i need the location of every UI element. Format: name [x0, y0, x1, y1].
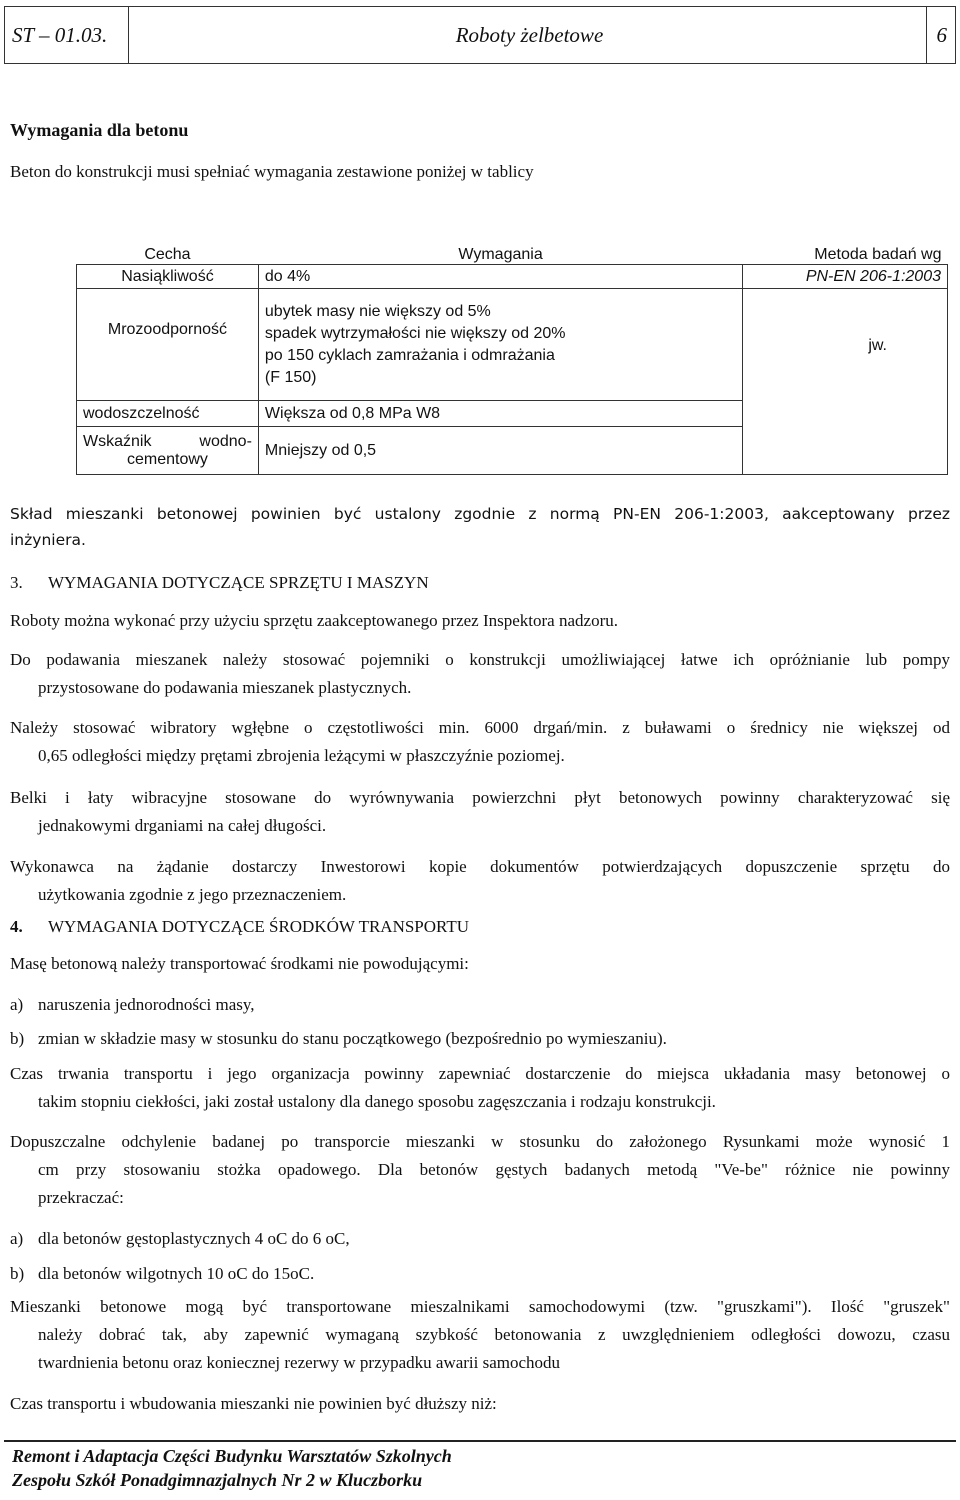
paragraph-line: 0,65 odległości między prętami zbrojenia leżącymi w płaszczyźnie poziomej. [38, 746, 565, 765]
paragraph-line: Skład mieszanki betonowej powinien być ustalony zgodnie z normą PN-EN 206-1:2003, aakceptowany przez [10, 505, 950, 523]
paragraph-line: takim stopniu ciekłości, jaki został ustalony dla danego sposobu zagęszczania i rodzaju konstrukcji. [38, 1092, 716, 1111]
table-cell: wodoszczelność [77, 401, 259, 427]
list-item: dla betonów wilgotnych 10 oC do 15oC. [38, 1264, 315, 1283]
list-marker: b) [10, 1029, 25, 1048]
table-cell: Mrozoodporność [77, 289, 259, 401]
section-title: WYMAGANIA DOTYCZĄCE SPRZĘTU I MASZYN [48, 573, 429, 592]
header-divider [128, 7, 129, 63]
page-header [4, 6, 956, 64]
table-row [77, 289, 948, 401]
cell-line: cementowy [126, 450, 208, 468]
table-cell: Nasiąkliwość [77, 265, 259, 289]
table-row [77, 265, 948, 289]
table-cell [77, 427, 259, 475]
paragraph-line: Dopuszczalne odchylenie badanej po transporcie mieszanki w stosunku do założonego Rysunkami może wynosić 1 [10, 1132, 950, 1151]
column-header: Cecha [144, 246, 191, 263]
column-header: Wymagania [458, 246, 543, 263]
list-item: dla betonów gęstoplastycznych 4 oC do 6 oC, [38, 1229, 350, 1248]
page-footer [4, 1440, 956, 1500]
footer-line: Remont i Adaptacja Części Budynku Warsztatów Szkolnych [12, 1446, 452, 1466]
intro-text: Beton do konstrukcji musi spełniać wymagania zestawione poniżej w tablicy [10, 162, 534, 181]
table-cell: PN-EN 206-1:2003 [743, 265, 948, 289]
table-cell: Mniejszy od 0,5 [258, 427, 742, 475]
paragraph-line: cm przy stosowaniu stożka opadowego. Dla betonów gęstych badanych metodą "Ve-be" różnice nie powinny [38, 1160, 950, 1179]
table-cell: jw. [743, 289, 948, 475]
paragraph-line: jednakowymi drganiami na całej długości. [38, 816, 327, 835]
paragraph-line: twardnienia betonu oraz koniecznej rezerwy w przypadku awarii samochodu [38, 1353, 561, 1372]
paragraph-line: Czas trwania transportu i jego organizacja powinny zapewniać dostarczenie do miejsca układania masy betonowej o [10, 1064, 950, 1083]
requirement-line: spadek wytrzymałości nie większy od 20% [264, 324, 566, 342]
header-title: Roboty żelbetowe [455, 23, 604, 47]
table-cell: Większa od 0,8 MPa W8 [258, 401, 742, 427]
requirement-line: po 150 cyklach zamrażania i odmrażania [264, 346, 555, 364]
paragraph-line: przystosowane do podawania mieszanek plastycznych. [38, 678, 412, 697]
section-heading: Wymagania dla betonu [10, 120, 189, 140]
footer-line: Zespołu Szkół Ponadgimnazjalnych Nr 2 w Kluczborku [12, 1470, 423, 1490]
spec-code: ST – 01.03. [12, 23, 108, 47]
paragraph-line: należy dobrać tak, aby zapewnić wymaganą szybkość betonowania z uwzględnieniem odległości dowozu, czasu [38, 1325, 950, 1344]
list-marker: a) [10, 995, 24, 1014]
paragraph-line: przekraczać: [38, 1188, 124, 1207]
list-item: zmian w składzie masy w stosunku do stanu początkowego (bezpośrednio po wymieszaniu). [38, 1029, 667, 1048]
list-marker: b) [10, 1264, 25, 1283]
requirement-line: ubytek masy nie większy od 5% [264, 302, 491, 320]
paragraph-line: Roboty można wykonać przy użyciu sprzętu zaakceptowanego przez Inspektora nadzoru. [10, 611, 618, 630]
section-number: 4. [10, 917, 23, 936]
paragraph-line: Czas transportu i wbudowania mieszanki nie powinien być dłuższy niż: [10, 1394, 497, 1413]
paragraph-line: Należy stosować wibratory wgłębne o częstotliwości min. 6000 drgań/min. z buławami o średnicy nie większej od [10, 718, 950, 737]
paragraph-line: Belki i łaty wibracyjne stosowane do wyrównywania powierzchni płyt betonowych powinny charakteryzować się [10, 788, 950, 807]
list-marker: a) [10, 1229, 24, 1248]
section-title: WYMAGANIA DOTYCZĄCE ŚRODKÓW TRANSPORTU [48, 917, 470, 936]
page-number: 6 [936, 23, 947, 47]
paragraph-line: Wykonawca na żądanie dostarczy Inwestorowi kopie dokumentów potwierdzających dopuszczenie sprzętu do [10, 857, 950, 876]
requirements-table [76, 240, 948, 475]
paragraph-line: Masę betonową należy transportować środkami nie powodującymi: [10, 954, 469, 973]
column-header: Metoda badań wg [814, 246, 942, 263]
paragraph-line: inżyniera. [10, 531, 86, 549]
cell-line: Wskaźnik wodno- [83, 432, 252, 450]
paragraph-line: użytkowania zgodnie z jego przeznaczeniem. [38, 885, 347, 904]
table-cell: do 4% [258, 265, 742, 289]
paragraph-line: Do podawania mieszanek należy stosować pojemniki o konstrukcji umożliwiającej łatwe ich opróżnianie lub pompy [10, 650, 950, 669]
table-cell [258, 289, 742, 401]
requirement-line: (F 150) [264, 368, 317, 386]
list-item: naruszenia jednorodności masy, [38, 995, 255, 1014]
section-number: 3. [10, 573, 23, 592]
paragraph-line: Mieszanki betonowe mogą być transportowane mieszalnikami samochodowymi (tzw. "gruszkami"). Ilość "gruszek" [10, 1297, 950, 1316]
table-header-row [77, 240, 948, 265]
